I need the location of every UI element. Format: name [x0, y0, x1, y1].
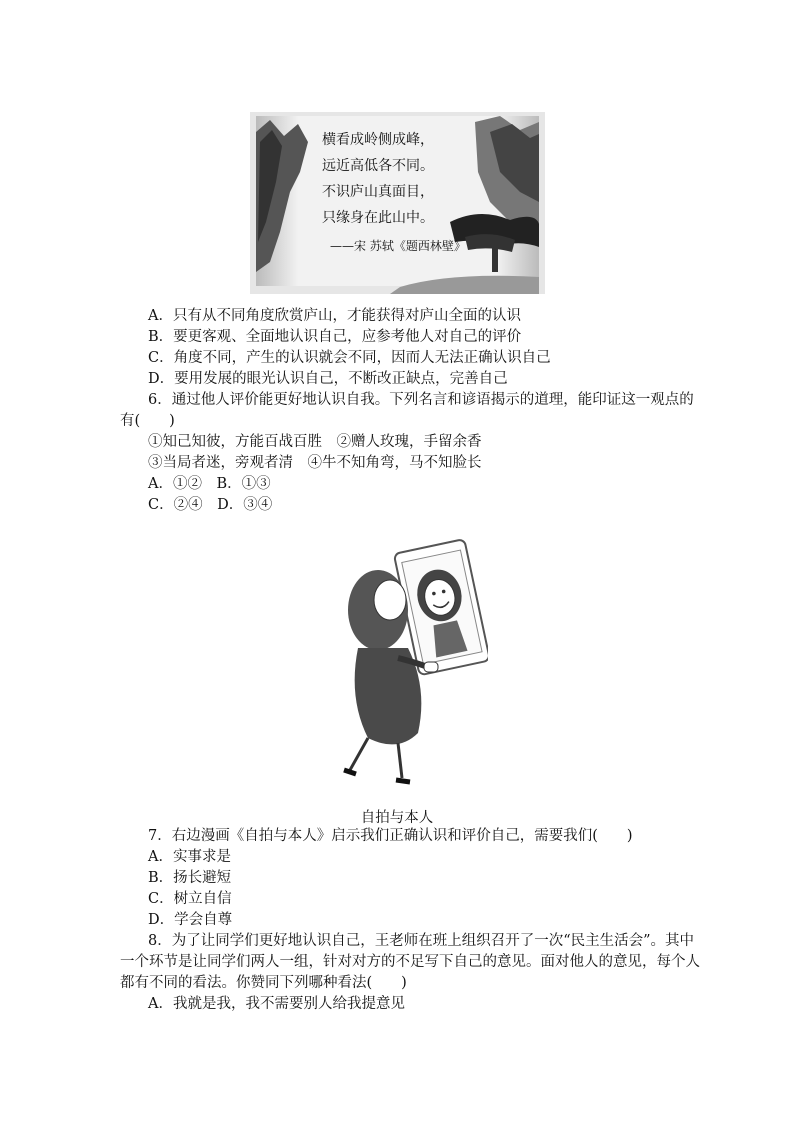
q6-items-line-2: ③当局者迷，旁观者清 ④牛不知角弯，马不知脸长 — [148, 455, 482, 471]
q7-option-a: A．实事求是 — [148, 849, 231, 865]
selfie-cartoon-image — [328, 538, 488, 793]
q5-option-c: C．角度不同，产生的认识就会不同，因而人无法正确认识自己 — [148, 350, 551, 366]
q7-stem: 7．右边漫画《自拍与本人》启示我们正确认识和评价自己，需要我们( ) — [148, 828, 633, 844]
poem-landscape-image — [250, 112, 545, 294]
q8-stem-line-1: 8．为了让同学们更好地认识自己，王老师在班上组织召开了一次“民主生活会”。其中 — [148, 933, 695, 949]
q6-stem-line-2: 有( ) — [120, 413, 175, 429]
q5-option-b: B．要更客观、全面地认识自己，应参考他人对自己的评价 — [148, 329, 522, 345]
q5-option-d: D．要用发展的眼光认识自己，不断改正缺点，完善自己 — [148, 371, 508, 387]
q8-stem-line-2: 一个环节是让同学们两人一组，针对对方的不足写下自己的意见。面对他人的意见，每个人 — [120, 954, 700, 970]
q7-option-c: C．树立自信 — [148, 891, 232, 907]
poem-line-4: 只缘身在此山中。 — [322, 210, 434, 226]
poem-attribution: ——宋 苏轼《题西林壁》 — [330, 239, 466, 253]
q5-option-a: A．只有从不同角度欣赏庐山，才能获得对庐山全面的认识 — [148, 308, 521, 324]
q6-stem-line-1: 6．通过他人评价能更好地认识自我。下列名言和谚语揭示的道理，能印证这一观点的 — [148, 392, 694, 408]
q8-stem-line-3: 都有不同的看法。你赞同下列哪种看法( ) — [120, 975, 407, 991]
q6-items-line-1: ①知己知彼，方能百战百胜 ②赠人玫瑰，手留余香 — [148, 434, 482, 450]
poem-line-3: 不识庐山真面目， — [322, 184, 434, 200]
q7-option-b: B．扬长避短 — [148, 870, 232, 886]
q7-option-d: D．学会自尊 — [148, 912, 233, 928]
q6-options-line-1: A．①② B．①③ — [148, 476, 271, 492]
cartoon-caption: 自拍与本人 — [360, 810, 434, 826]
q8-option-a: A．我就是我，我不需要别人给我提意见 — [148, 996, 405, 1012]
poem-line-2: 远近高低各不同。 — [322, 158, 434, 174]
poem-line-1: 横看成岭侧成峰， — [322, 132, 434, 148]
q6-options-line-2: C．②④ D．③④ — [148, 497, 273, 513]
